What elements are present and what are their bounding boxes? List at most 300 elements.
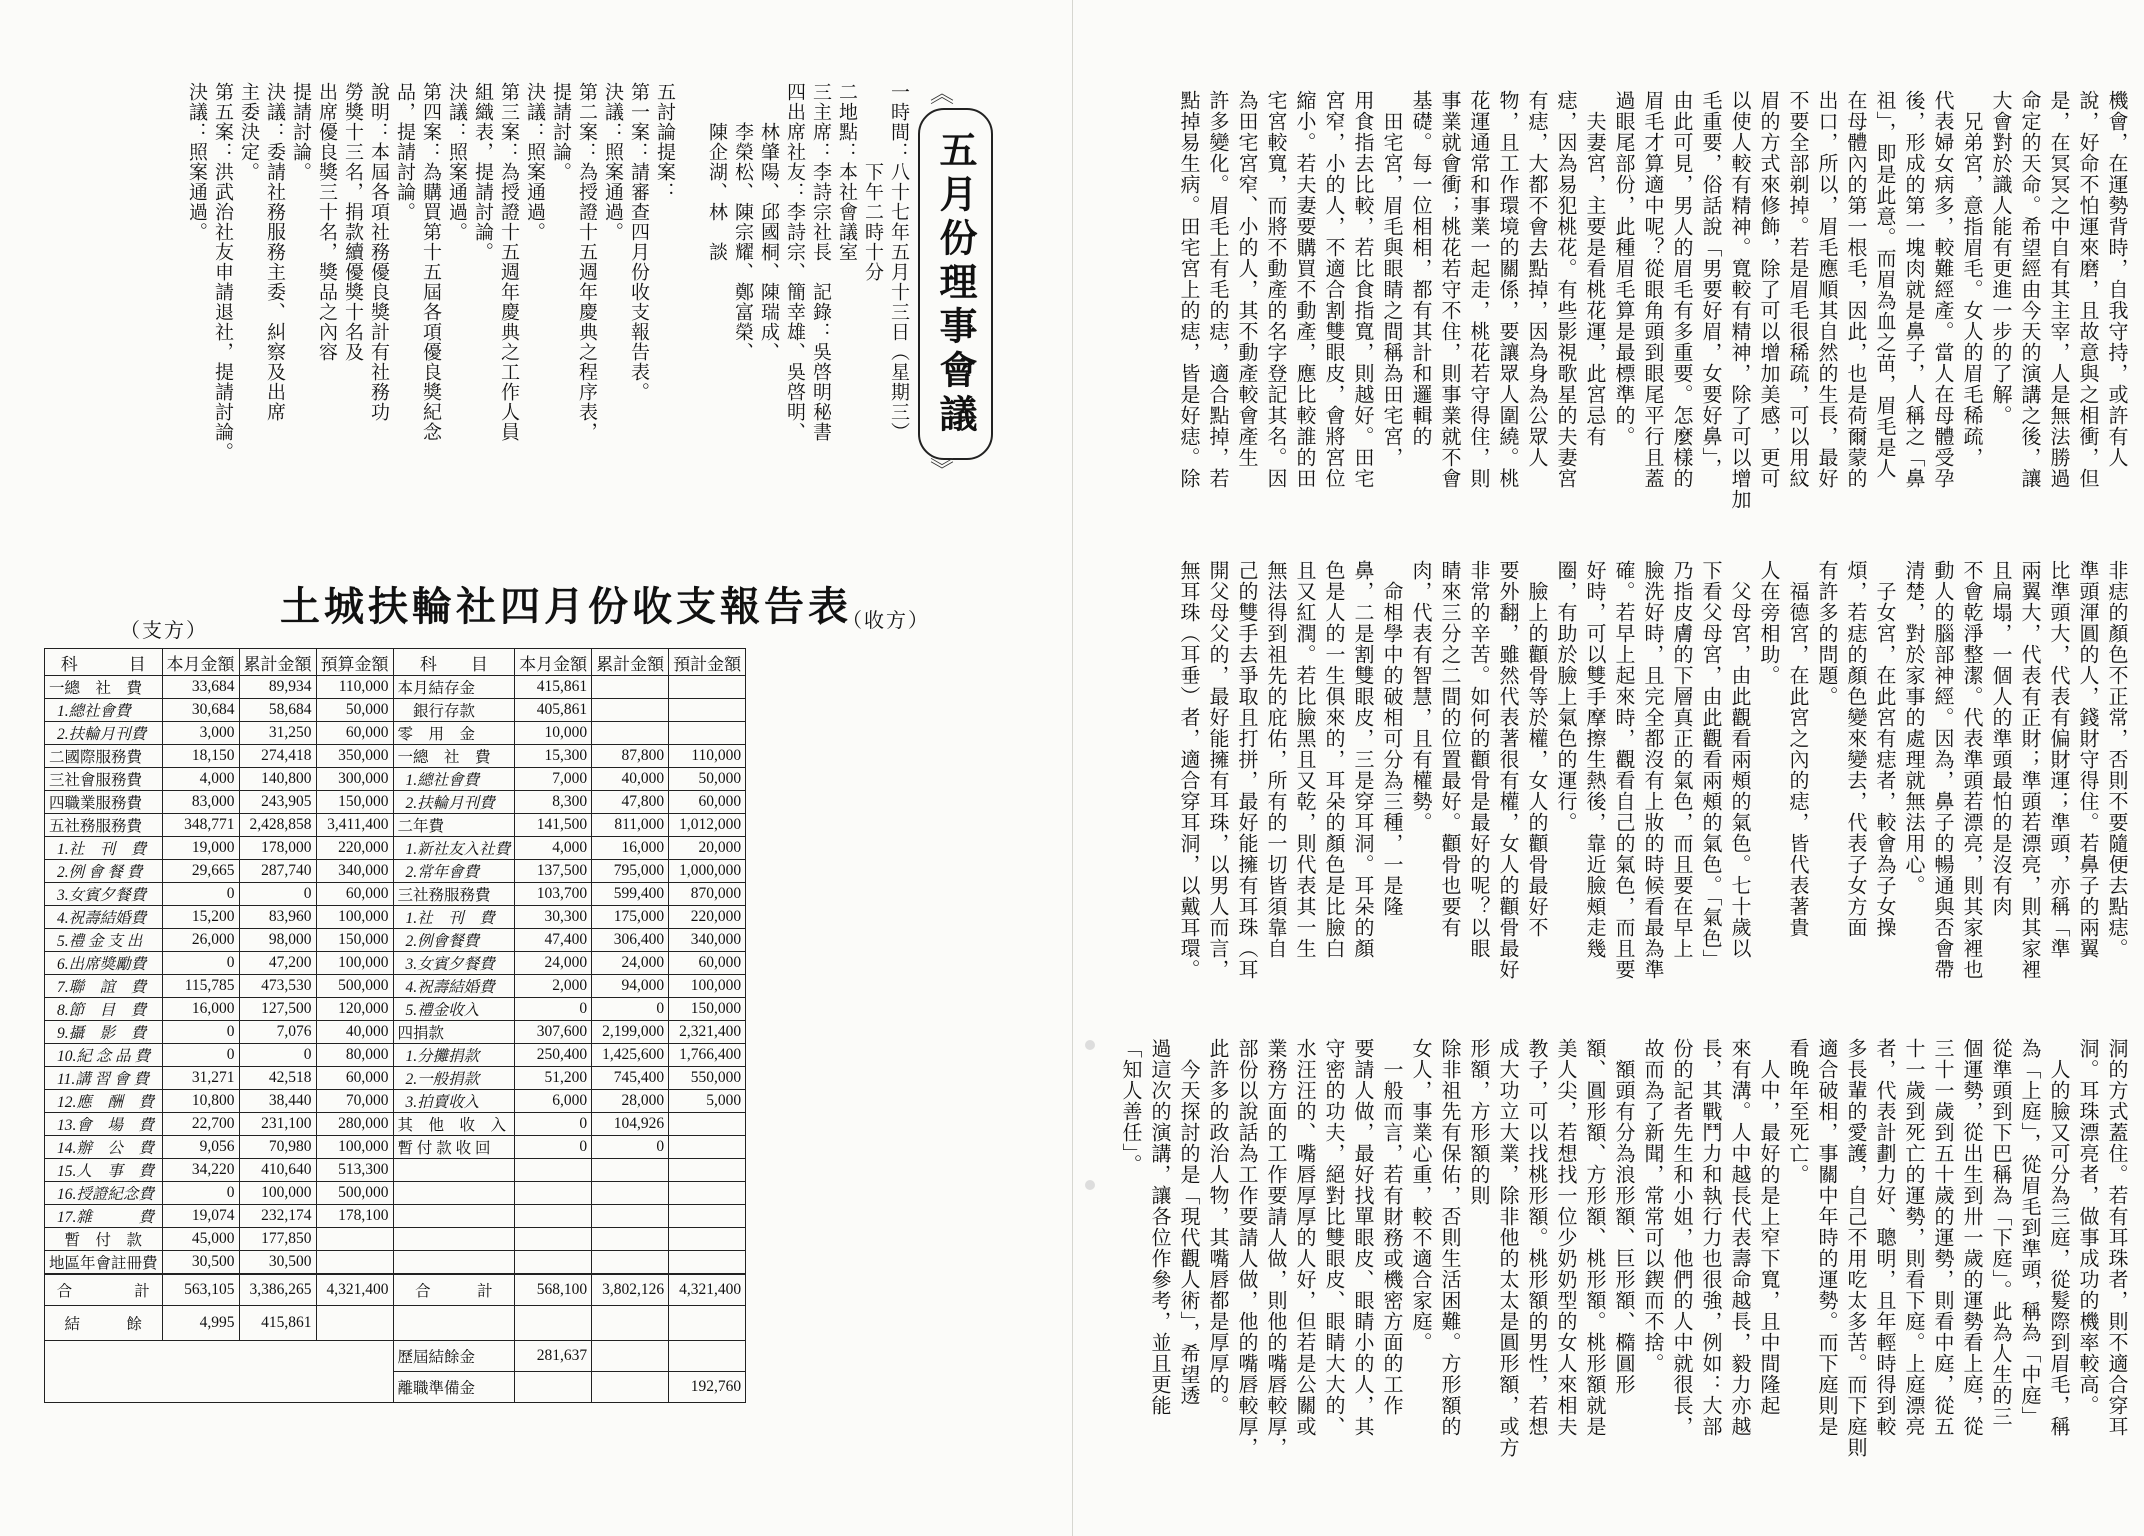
table-cell	[515, 1251, 592, 1275]
table-cell: 2,000	[515, 975, 592, 998]
text-column: 眉的方式來修飾，除了可以增加美感，更可	[1757, 90, 1781, 489]
text-column: 代表婦女病多，較難經產。當人在母體受孕	[1931, 90, 1955, 489]
report-balance-row	[45, 1306, 746, 1341]
column-header: 累計金額	[592, 649, 669, 676]
total-cell: 563,105	[162, 1274, 239, 1306]
table-cell: 500,000	[316, 975, 393, 998]
table-row	[45, 1067, 746, 1090]
table-cell: 40,000	[592, 768, 669, 791]
binding-hole	[1085, 1180, 1095, 1190]
table-cell: 8,300	[515, 791, 592, 814]
text-column: 組織表，提請討論。	[472, 82, 494, 262]
text-column: 子女宮，在此宮有痣者，較會為子女操	[1873, 560, 1897, 938]
text-column: 父母宮，由此觀看兩頰的氣色。七十歲以	[1728, 560, 1752, 959]
table-cell	[669, 1113, 746, 1136]
text-column: 洞。耳珠漂亮者，做事成功的機率較高。	[2076, 1038, 2100, 1416]
table-cell: 4,000	[162, 768, 239, 791]
text-column: 圈，有助於臉上氣色的運行。	[1554, 560, 1578, 833]
text-column: 命相學中的破相可分為三種，一是隆	[1380, 560, 1404, 917]
text-column: 是，在冥冥之中自有其主宰，人是無法勝過	[2047, 90, 2071, 489]
title-top-ornament: ︽	[930, 80, 954, 108]
column-header: 預計金額	[669, 649, 746, 676]
table-cell	[592, 722, 669, 745]
table-cell: 30,500	[239, 1251, 316, 1275]
balance-empty	[669, 1306, 746, 1341]
table-cell	[592, 699, 669, 722]
table-cell	[669, 699, 746, 722]
table-cell: 20,000	[669, 837, 746, 860]
table-row	[45, 1228, 746, 1251]
table-cell: 地區年會註冊費	[45, 1251, 163, 1275]
text-column: 臉洗好時，且完全都沒有上妝的時候看最為準	[1641, 560, 1665, 980]
text-column: 許多變化。眉毛上有毛的痣，適合點掉，若	[1206, 90, 1230, 489]
text-column: 此許多的政治人物，其嘴唇都是厚厚的。	[1206, 1038, 1230, 1416]
table-cell: 9,056	[162, 1136, 239, 1159]
text-column: 機會，在運勢背時，自我守持，或許有人	[2105, 90, 2129, 468]
text-column: 兩翼大，代表有正財；準頭若漂亮，則其家裡	[2018, 560, 2042, 980]
text-column: 確。若早上起來時，觀看自己的氣色，而且要	[1612, 560, 1636, 980]
table-cell: 1.總社會費	[393, 768, 515, 791]
table-cell: 60,000	[316, 883, 393, 906]
table-cell: 本月結存金	[393, 676, 515, 699]
table-cell: 89,934	[239, 676, 316, 699]
table-cell: 1,000,000	[669, 860, 746, 883]
text-column: 決議：照案通過。	[446, 82, 468, 242]
text-column: 成大功立大業，除非他的太太是圓形額，或方	[1496, 1038, 1520, 1458]
text-column: 四出席社友：李詩宗、簡幸雄、吳啓明、	[784, 82, 806, 442]
table-cell: 94,000	[592, 975, 669, 998]
text-column: 決議：委請社務服務主委、糾察及出席	[264, 82, 286, 422]
text-column: 看晚年至死亡。	[1786, 1038, 1810, 1185]
table-cell: 231,100	[239, 1113, 316, 1136]
table-cell: 51,200	[515, 1067, 592, 1090]
table-cell: 26,000	[162, 929, 239, 952]
column-header: 科 目	[45, 649, 163, 676]
balance-cumulative: 415,861	[239, 1306, 316, 1341]
table-cell: 599,400	[592, 883, 669, 906]
history-balance-value: 281,637	[515, 1341, 592, 1372]
table-cell: 1.新社友入社費	[393, 837, 515, 860]
table-cell	[592, 676, 669, 699]
column-header: 累計金額	[239, 649, 316, 676]
blank-cell	[515, 1372, 592, 1403]
table-cell: 9.攝 影 費	[45, 1021, 163, 1044]
table-cell: 110,000	[316, 676, 393, 699]
table-cell: 0	[515, 1136, 592, 1159]
table-cell: 115,785	[162, 975, 239, 998]
table-cell: 232,174	[239, 1205, 316, 1228]
text-column: 十一歲到死亡的運勢，則看下庭。上庭漂亮	[1902, 1038, 1926, 1437]
table-cell: 110,000	[669, 745, 746, 768]
table-cell: 二國際服務費	[45, 745, 163, 768]
balance-empty	[515, 1306, 592, 1341]
text-column: 五討論提案：	[654, 82, 676, 202]
table-row	[45, 860, 746, 883]
table-cell: 137,500	[515, 860, 592, 883]
table-cell: 五社務服務費	[45, 814, 163, 837]
table-cell: 513,300	[316, 1159, 393, 1182]
table-cell: 15,300	[515, 745, 592, 768]
text-column: 來有溝。人中越長代表壽命越長，毅力亦越	[1728, 1038, 1752, 1437]
text-column: 後，形成的第一塊肉就是鼻子，人稱之「鼻	[1902, 90, 1926, 489]
blank-cell	[45, 1372, 394, 1403]
table-cell: 38,440	[239, 1090, 316, 1113]
report-body	[45, 676, 746, 1275]
column-header: 本月金額	[515, 649, 592, 676]
text-column: 為田宅宮窄、小的人，其不動產較會產生	[1235, 90, 1259, 468]
table-cell: 811,000	[592, 814, 669, 837]
table-cell: 80,000	[316, 1044, 393, 1067]
table-cell: 274,418	[239, 745, 316, 768]
text-column: 不要全部剃掉。若是眉毛很稀疏，可以用紋	[1786, 90, 1810, 489]
text-column: 個運勢，從出生到卅一歲的運勢看上庭，從	[1960, 1038, 1984, 1437]
text-column: 守密的功夫，絕對比雙眼皮、眼睛大大的、	[1322, 1038, 1346, 1437]
table-cell	[592, 1251, 669, 1275]
text-column: 人的臉又可分為三庭，從髮際到眉毛，稱	[2047, 1038, 2071, 1437]
text-column: 兄弟宮，意指眉毛。女人的眉毛稀疏，	[1960, 90, 1984, 468]
table-row	[45, 1182, 746, 1205]
blank-cell	[592, 1341, 669, 1372]
table-cell: 19,000	[162, 837, 239, 860]
text-column: 縮小。若夫妻要購買不動產，應比較誰的田	[1293, 90, 1317, 489]
table-cell	[669, 676, 746, 699]
table-cell: 150,000	[316, 791, 393, 814]
table-cell: 5.禮 金 支 出	[45, 929, 163, 952]
table-cell: 1.分攤捐款	[393, 1044, 515, 1067]
table-cell: 一總 社 費	[393, 745, 515, 768]
table-cell: 31,271	[162, 1067, 239, 1090]
table-row	[45, 814, 746, 837]
table-cell: 70,980	[239, 1136, 316, 1159]
table-cell: 31,250	[239, 722, 316, 745]
report-total-row	[45, 1274, 746, 1306]
table-cell	[669, 1205, 746, 1228]
table-cell: 0	[162, 1021, 239, 1044]
expense-label: （支方）	[120, 618, 208, 642]
table-cell: 30,684	[162, 699, 239, 722]
table-cell: 500,000	[316, 1182, 393, 1205]
balance-label: 結 餘	[45, 1306, 163, 1341]
table-cell: 178,000	[239, 837, 316, 860]
table-cell: 5.禮金收入	[393, 998, 515, 1021]
table-cell: 10,800	[162, 1090, 239, 1113]
table-cell: 28,000	[592, 1090, 669, 1113]
table-cell: 60,000	[669, 791, 746, 814]
text-column: 動人的腦部神經。因為，鼻子的暢通與否會帶	[1931, 560, 1955, 980]
table-cell: 250,400	[515, 1044, 592, 1067]
table-cell: 7.聯 誼 費	[45, 975, 163, 998]
table-cell: 5,000	[669, 1090, 746, 1113]
meeting-title: 五月份理事會議	[918, 108, 993, 460]
text-column: 過這次的演講，讓各位作參考，並且更能	[1148, 1038, 1172, 1416]
text-column: 肉，代表有智慧，且有權勢。	[1409, 560, 1433, 833]
balance-empty	[592, 1306, 669, 1341]
table-cell: 19,074	[162, 1205, 239, 1228]
text-column: 祖」，即是此意。而眉為血之苗，眉毛是人	[1873, 90, 1897, 479]
table-cell: 550,000	[669, 1067, 746, 1090]
text-column: 業務方面的工作要請人做，則他的嘴唇較厚，	[1264, 1038, 1288, 1458]
total-cell: 合 計	[393, 1274, 515, 1306]
table-cell: 243,905	[239, 791, 316, 814]
text-column: 美人尖，若想找一位少奶奶型的女人來相夫	[1554, 1038, 1578, 1437]
table-cell: 一總 社 費	[45, 676, 163, 699]
table-cell: 150,000	[669, 998, 746, 1021]
text-column: 勞獎十三名，捐款續優獎十名及	[342, 82, 364, 362]
table-cell: 50,000	[669, 768, 746, 791]
table-cell: 1.社 刊 費	[45, 837, 163, 860]
text-column: 睛來三分之二間的位置最好。顴骨也要有	[1438, 560, 1462, 938]
text-column: 比準頭大，代表有偏財運；準頭，亦稱「準	[2047, 560, 2071, 959]
table-cell: 10.紀 念 品 費	[45, 1044, 163, 1067]
text-column: 說，好命不怕運來磨，且故意與之相衝，但	[2076, 90, 2100, 489]
text-column: 形額，方形額的則	[1467, 1038, 1491, 1206]
table-cell: 暫 付 款	[45, 1228, 163, 1251]
text-column: 大會對於識人能有更進一步的了解。	[1989, 90, 2013, 426]
table-cell: 銀行存款	[393, 699, 515, 722]
table-cell	[393, 1159, 515, 1182]
income-label: （收方）	[842, 608, 930, 632]
table-cell	[669, 1182, 746, 1205]
text-column: 長，其戰鬥力和執行力也很強，例如：大部	[1699, 1038, 1723, 1437]
text-column: 第三案：為授證十五週年慶典之工作人員	[498, 82, 520, 442]
table-cell: 2.扶輪月刊費	[45, 722, 163, 745]
text-column: 第四案：為購買第十五屆各項優良獎紀念	[420, 82, 442, 442]
text-column: 鼻，二是割雙眼皮，三是穿耳洞。耳朵的顏	[1351, 560, 1375, 959]
text-column: 從準頭到下巴稱為「下庭」。此為人生的三	[1989, 1038, 2013, 1427]
table-cell: 58,684	[239, 699, 316, 722]
table-cell: 10,000	[515, 722, 592, 745]
text-column: 色是人的一生俱來的，耳朵的顏色是比臉白	[1322, 560, 1346, 959]
table-cell: 30,300	[515, 906, 592, 929]
text-column: 品，提請討論。	[394, 82, 416, 222]
text-column: 故而為了新聞，常常可以鍥而不捨。	[1641, 1038, 1665, 1374]
table-cell: 0	[515, 1113, 592, 1136]
text-column: 乃指皮膚的下層真正的氣色，而且要在早上	[1670, 560, 1694, 959]
table-cell: 175,000	[592, 906, 669, 929]
text-column: 主委決定。	[238, 82, 260, 182]
text-column: 由此可見，男人的眉毛有多重要。怎麼樣的	[1670, 90, 1694, 489]
table-cell: 70,000	[316, 1090, 393, 1113]
table-cell: 340,000	[669, 929, 746, 952]
table-cell: 405,861	[515, 699, 592, 722]
total-cell: 4,321,400	[316, 1274, 393, 1306]
table-row	[45, 837, 746, 860]
table-cell: 2,321,400	[669, 1021, 746, 1044]
table-cell	[592, 1182, 669, 1205]
text-column: 好時，可以雙手摩擦生熱後，靠近臉頰走幾	[1583, 560, 1607, 959]
blank-cell	[592, 1372, 669, 1403]
text-column: 命定的天命。希望經由今天的演講之後，讓	[2018, 90, 2042, 489]
text-column: 出席優良獎三十名，獎品之內容	[316, 82, 338, 362]
text-column: 提請討論。	[290, 82, 312, 182]
table-cell: 12.應 酬 費	[45, 1090, 163, 1113]
text-column: 在母體內的第一根毛，因此，也是荷爾蒙的	[1844, 90, 1868, 489]
text-column: 有痣，大都不會去點掉，因為身為公眾人	[1525, 90, 1549, 468]
table-cell: 2.扶輪月刊費	[393, 791, 515, 814]
text-column: 以使人較有精神。寬較有精神，除了可以增加	[1728, 90, 1752, 510]
table-cell: 15.人 事 費	[45, 1159, 163, 1182]
table-cell: 287,740	[239, 860, 316, 883]
text-column: 福德宮，在此宮之內的痣，皆代表著貴	[1786, 560, 1810, 938]
table-cell: 暫 付 款 收 回	[393, 1136, 515, 1159]
table-row	[45, 1044, 746, 1067]
table-row	[45, 1205, 746, 1228]
table-cell	[592, 1228, 669, 1251]
text-column: 下午二時十分	[862, 82, 884, 282]
report-header-row	[45, 649, 746, 676]
table-cell: 11.講 習 會 費	[45, 1067, 163, 1090]
table-cell: 3,000	[162, 722, 239, 745]
table-cell: 40,000	[316, 1021, 393, 1044]
table-cell: 348,771	[162, 814, 239, 837]
text-column: 基礎。每一位相相，都有其計和邏輯的	[1409, 90, 1433, 447]
table-cell: 100,000	[316, 1136, 393, 1159]
table-cell: 16,000	[162, 998, 239, 1021]
table-cell: 3.女賓夕餐費	[393, 952, 515, 975]
table-row	[45, 883, 746, 906]
table-cell: 1.社 刊 費	[393, 906, 515, 929]
table-cell: 50,000	[316, 699, 393, 722]
table-cell: 3,411,400	[316, 814, 393, 837]
table-cell: 42,518	[239, 1067, 316, 1090]
table-row	[45, 768, 746, 791]
text-column: 人中，最好的是上窄下寬，且中間隆起	[1757, 1038, 1781, 1416]
table-row	[45, 929, 746, 952]
table-cell	[669, 1228, 746, 1251]
total-cell: 3,802,126	[592, 1274, 669, 1306]
table-cell: 三社務服務費	[393, 883, 515, 906]
reserve-label: 離職準備金	[393, 1372, 515, 1403]
text-column: 毛重要，俗話說「男要好眉，女要好鼻」，	[1699, 90, 1723, 479]
table-row	[45, 1251, 746, 1275]
text-column: 且又紅潤。若比臉黑且又乾，則代表其一生	[1293, 560, 1317, 959]
table-cell: 120,000	[316, 998, 393, 1021]
table-cell: 141,500	[515, 814, 592, 837]
table-row	[45, 699, 746, 722]
table-cell: 795,000	[592, 860, 669, 883]
text-column: 出口，所以，眉毛應順其自然的生長，最好	[1815, 90, 1839, 489]
table-cell: 150,000	[316, 929, 393, 952]
table-cell	[515, 1205, 592, 1228]
table-cell: 103,700	[515, 883, 592, 906]
table-cell: 0	[239, 1044, 316, 1067]
table-cell: 100,000	[669, 975, 746, 998]
text-column: 除非祖先有保佑，否則生活困難。方形額的	[1438, 1038, 1462, 1437]
text-column: 眉毛才算適中呢？從眼角頭到眼尾平行且蓋	[1641, 90, 1665, 489]
table-cell	[592, 1205, 669, 1228]
text-column: 不會乾淨整潔。代表準頭若漂亮，則其家裡也	[1960, 560, 1984, 980]
text-column: 痣，因為易犯桃花。有些影視歌星的夫妻宮	[1554, 90, 1578, 489]
table-cell: 7,000	[515, 768, 592, 791]
table-cell: 100,000	[316, 952, 393, 975]
text-column: 洞的方式蓋住。若有耳珠者，則不適合穿耳	[2105, 1038, 2129, 1437]
text-column: 女人，事業心重，較不適合家庭。	[1409, 1038, 1433, 1353]
column-header: 科 目	[393, 649, 515, 676]
table-cell: 29,665	[162, 860, 239, 883]
table-cell: 307,600	[515, 1021, 592, 1044]
text-column: 說明：本屆各項社務優良獎計有社務功	[368, 82, 390, 422]
table-cell: 2.例會餐費	[393, 929, 515, 952]
table-row	[45, 1113, 746, 1136]
reserve-row	[45, 1372, 746, 1403]
text-column: 清楚，對於家事的處理就無法用心。	[1902, 560, 1926, 896]
table-cell: 87,800	[592, 745, 669, 768]
balance-empty	[393, 1306, 515, 1341]
table-cell: 0	[162, 1182, 239, 1205]
table-row	[45, 952, 746, 975]
table-cell: 280,000	[316, 1113, 393, 1136]
table-cell: 15,200	[162, 906, 239, 929]
table-row	[45, 1159, 746, 1182]
table-cell	[592, 1159, 669, 1182]
table-cell: 220,000	[669, 906, 746, 929]
text-column: 己的雙手去爭取且打拼，最好能擁有耳珠（耳	[1235, 560, 1259, 980]
report-table	[44, 648, 746, 1403]
table-cell: 60,000	[316, 722, 393, 745]
table-cell: 177,850	[239, 1228, 316, 1251]
table-cell: 8.節 目 費	[45, 998, 163, 1021]
table-cell: 350,000	[316, 745, 393, 768]
table-cell: 零 用 金	[393, 722, 515, 745]
table-row	[45, 745, 746, 768]
text-column: 有許多的問題。	[1815, 560, 1839, 707]
text-column: 額、圓形額、方形額、桃形額。桃形額就是	[1583, 1038, 1607, 1437]
table-cell: 47,200	[239, 952, 316, 975]
table-cell: 0	[162, 952, 239, 975]
column-header: 本月金額	[162, 649, 239, 676]
table-cell: 24,000	[515, 952, 592, 975]
text-column: 無耳珠（耳垂）者，適合穿耳洞，以戴耳環。	[1177, 560, 1201, 980]
table-cell	[393, 1182, 515, 1205]
table-cell: 24,000	[592, 952, 669, 975]
table-cell: 其 他 收 入	[393, 1113, 515, 1136]
table-cell: 340,000	[316, 860, 393, 883]
table-cell	[515, 1182, 592, 1205]
text-column: 三主席：李詩宗社長 記錄：吳啓明秘書	[810, 82, 832, 442]
table-cell: 220,000	[316, 837, 393, 860]
table-cell: 104,926	[592, 1113, 669, 1136]
table-cell	[515, 1159, 592, 1182]
table-cell: 6,000	[515, 1090, 592, 1113]
text-column	[678, 82, 704, 522]
table-row	[45, 1021, 746, 1044]
table-cell: 1,766,400	[669, 1044, 746, 1067]
blank-cell	[45, 1341, 394, 1372]
binding-hole	[1085, 1040, 1095, 1050]
table-cell: 2.例 會 餐 費	[45, 860, 163, 883]
history-balance-row	[45, 1341, 746, 1372]
table-cell: 47,800	[592, 791, 669, 814]
table-cell: 45,000	[162, 1228, 239, 1251]
table-cell: 四職業服務費	[45, 791, 163, 814]
table-cell: 33,684	[162, 676, 239, 699]
total-cell: 568,100	[515, 1274, 592, 1306]
text-column: 用食指去比較，若比食指寬，則越好。田宅	[1351, 90, 1375, 489]
table-row	[45, 1090, 746, 1113]
text-column: 第二案：為授證十五週年慶典之程序表，	[576, 82, 598, 442]
text-column: 田宅宮，眉毛與眼睛之間稱為田宅宮，	[1380, 90, 1404, 468]
table-cell: 22,700	[162, 1113, 239, 1136]
table-cell: 2,199,000	[592, 1021, 669, 1044]
table-cell: 1,012,000	[669, 814, 746, 837]
table-cell: 100,000	[239, 1182, 316, 1205]
table-cell: 13.會 場 費	[45, 1113, 163, 1136]
table-cell: 60,000	[669, 952, 746, 975]
text-column: 開父母父的，最好能擁有耳珠，以男人而言，	[1206, 560, 1230, 980]
text-column: 為「上庭」，從眉毛到準頭，稱為「中庭」	[2018, 1038, 2042, 1427]
table-cell: 2.常年會費	[393, 860, 515, 883]
text-column: 點掉易生病。田宅宮上的痣，皆是好痣。除	[1177, 90, 1201, 489]
